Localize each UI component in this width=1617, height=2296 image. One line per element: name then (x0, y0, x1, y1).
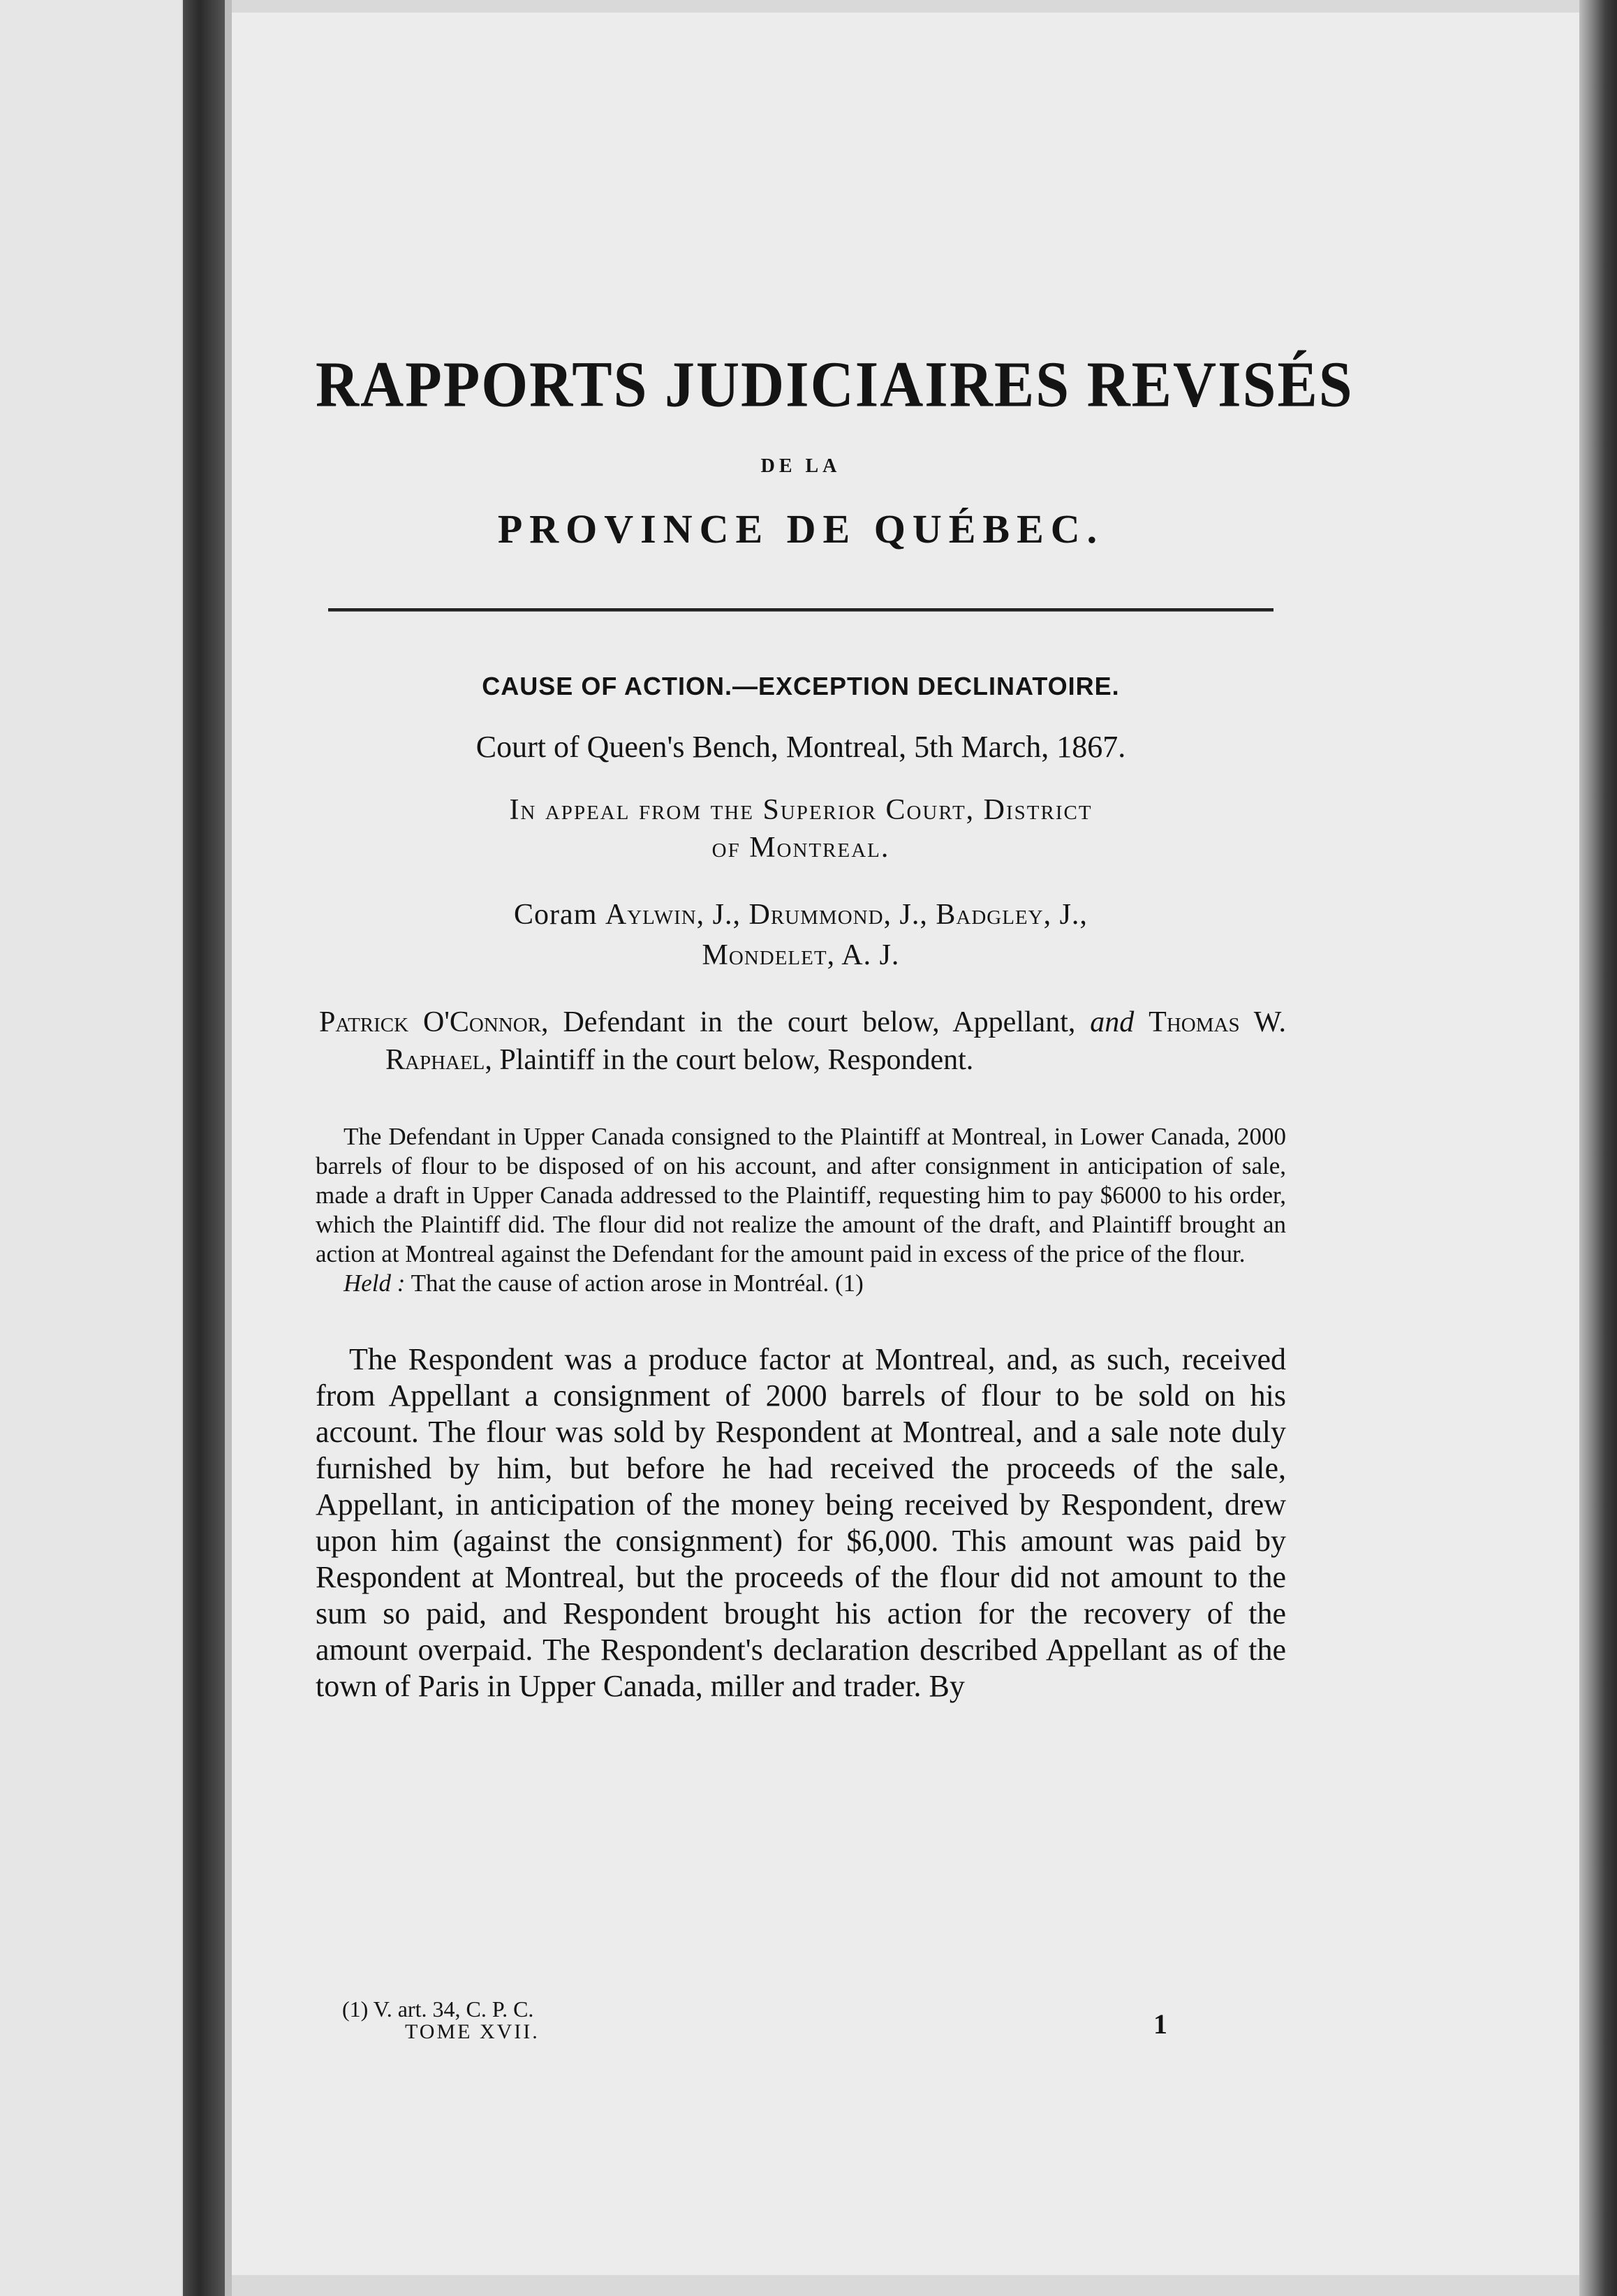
appeal-line-1: In appeal from the Superior Court, District (509, 794, 1093, 826)
held-line (316, 1269, 1286, 1298)
spine-highlight (225, 0, 232, 2296)
body-paragraph: The Respondent was a produce factor at Montreal, and, as such, received from Appellant a consignment of 2000 barrels of flour to be sold on his account. The flour was sold by Respondent at Montreal, and a sale note duly furnished by him, but before he had received the proceeds of the sale, Appellant, in anticipation of the money being received by Respondent, drew upon him (against the consignment) for $6,000. This amount was paid by Respondent at Montreal, but the proceeds of the flour did not amount to the sum so paid, and Respondent brought his action for the recovery of the amount overpaid. The Respondent's declaration described Appellant as of the town of Paris in Upper Canada, miller and trader. By (316, 1342, 1286, 1703)
court-line: Court of Queen's Bench, Montreal, 5th March, 1867. (475, 730, 1126, 764)
headnote: The Defendant in Upper Canada consigned to the Plaintiff at Montreal, in Lower Canada, 2000 barrels of flour to be disposed of on his account, and after consignment in anticipation of sale, made a draft in Upper Canada addressed to the Plaintiff, requesting him to pay $6000 to his order, which the Plaintiff did. The flour did not realize the amount of the draft, and Plaintiff brought an action at Montreal against the Defendant for the amount paid in excess of the price of the flour. (316, 1123, 1286, 1267)
coram-word: Coram (514, 899, 598, 931)
coram-judges-1: Aylwin, J., Drummond, J., Badgley, J., (605, 899, 1088, 931)
held-label: Held : (344, 1270, 406, 1297)
page-content (316, 348, 1354, 1705)
respondent-name: Thomas W. Raphael, (385, 1006, 1287, 1076)
parties-block (319, 1003, 1286, 1079)
report-title: RAPPORTS JUDICIAIRES REVISÉS (316, 348, 1354, 420)
and-word: and (1090, 1006, 1135, 1038)
footnote: (1) V. art. 34, C. P. C. (342, 1996, 534, 2022)
appellant-name: Patrick O'Connor, (319, 1006, 549, 1038)
left-page-edge (0, 0, 182, 2296)
coram-line (316, 895, 1286, 976)
report-subtitle: DE LA (760, 455, 841, 477)
book-spine (183, 0, 225, 2296)
province-title: PROVINCE DE QUÉBEC. (497, 506, 1105, 552)
divider-rule (328, 608, 1273, 612)
page-number: 1 (1153, 2008, 1167, 2040)
appeal-line (316, 791, 1286, 867)
respondent-desc: Plaintiff in the court below, Respondent. (499, 1044, 974, 1076)
coram-judges-2: Mondelet, A. J. (702, 939, 900, 971)
right-page-edge (1579, 0, 1617, 2296)
appellant-desc: Defendant in the court below, Appellant, (563, 1006, 1076, 1038)
held-text: That the cause of action arose in Montréal. (1) (411, 1270, 864, 1297)
case-heading: CAUSE OF ACTION.—EXCEPTION DECLINATOIRE. (482, 672, 1120, 700)
tome-label: TOME XVII. (405, 2020, 540, 2043)
appeal-line-2: of Montreal. (711, 832, 890, 864)
